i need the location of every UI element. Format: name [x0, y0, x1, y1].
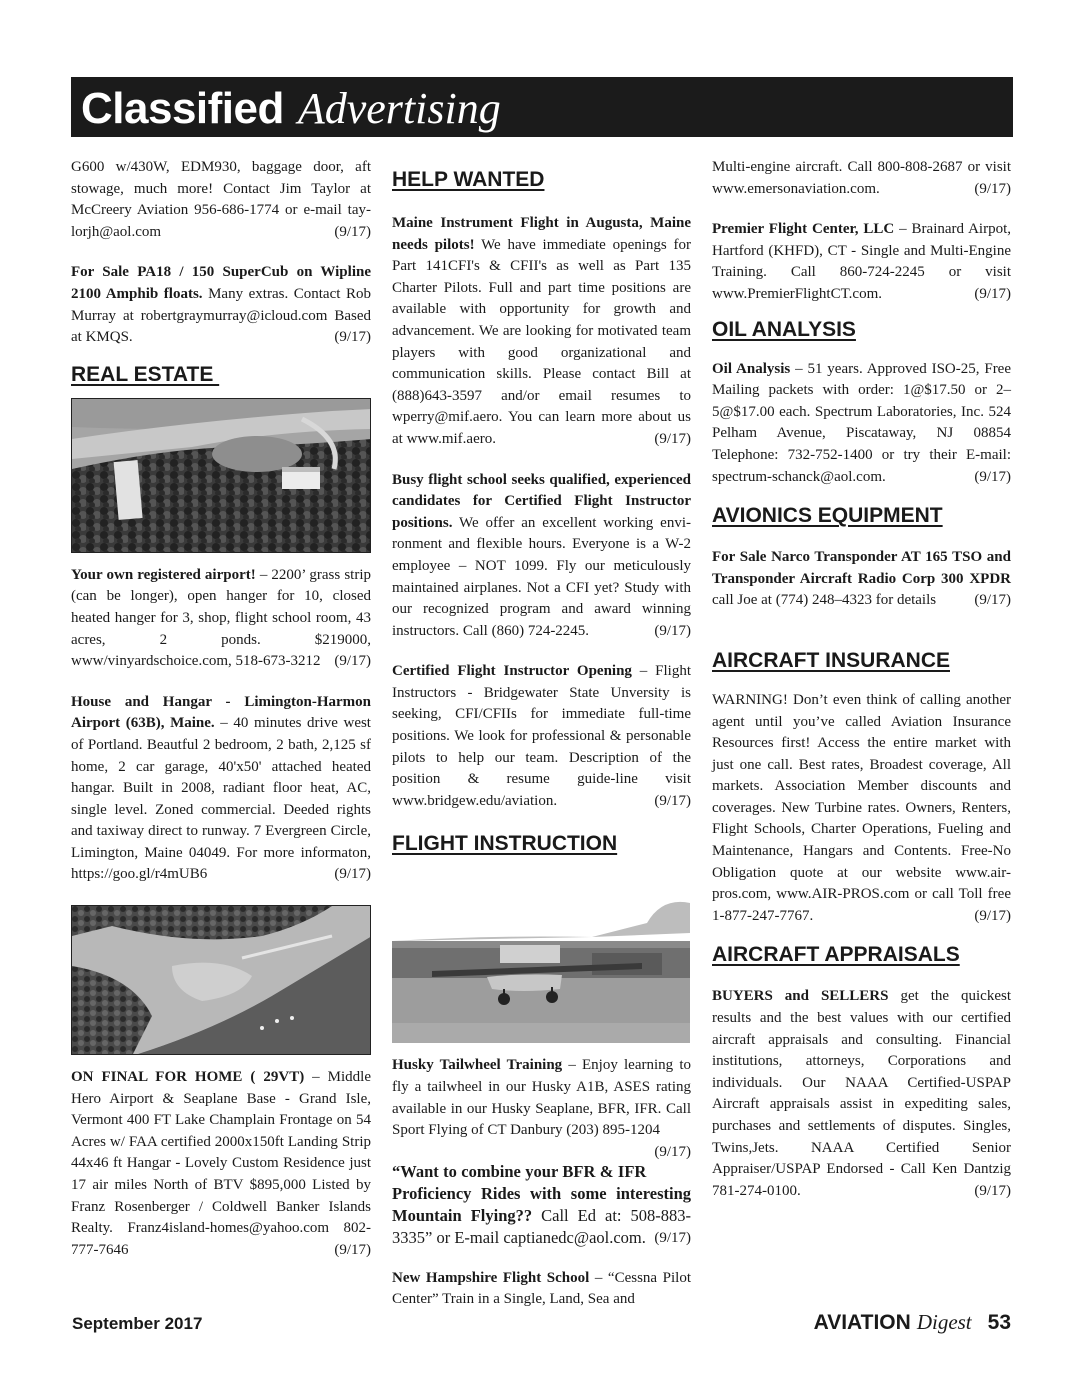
ad-maine-instrument	[392, 213, 691, 451]
ad-lead: New Hampshire Flight School	[392, 1269, 590, 1286]
ad-on-final	[71, 1067, 371, 1261]
page-number: 53	[987, 1311, 1011, 1334]
ad-date: (9/17)	[974, 180, 1011, 197]
ad-text: G600 w/430W, EDM930, baggage door, aft stowage, much more! Contact Jim Taylor at McCreery Aviation 956-686-1774 or e-mail tay-lorjh@aol.com	[71, 159, 371, 240]
ad-text: – Middle Hero Airport & Seaplane Base - Grand Isle, Vermont 400 FT Lake Champlain Frontage on 54 Acres w/ FAA certified 2000x150ft Landing Strip 44x46 ft Hangar - Lovely Custom Residence just 17 air miles North of BTV $895,000 Listed by Franz Rosenberger / Coldwell Banker Islands Realty. Franz4island-homes@yahoo.com 802-777-7646	[71, 1069, 371, 1258]
footer-issue-date: September 2017	[72, 1314, 203, 1333]
ad-aircraft-insurance	[712, 690, 1011, 928]
ad-text: – Enjoy learning to fly a tailwheel in our Husky A1B, ASES rating available in our Husky Seaplane, BFR, IFR. Call Sport Flying of CT Danbury (203) 895-1204	[392, 1057, 691, 1139]
banner-title: Classified	[81, 84, 284, 133]
ad-date: (9/17)	[974, 1182, 1011, 1199]
husky-airplane-photo	[392, 893, 690, 1043]
ad-text: – 51 years. Approved ISO-25, Free Mailing packets with order: 1@$17.50 or 2–5@$17.00 each. Spectrum Laboratories, Inc. 524 Pelham Avenue, Piscataway, NJ 08854 Telephone: 732-752-1400 or try their E-mail: spectrum-schanck@aol.com.	[712, 360, 1011, 485]
ad-mountain-flying	[392, 1161, 691, 1249]
ad-date: (9/17)	[334, 1241, 371, 1258]
ad-text: get the quickest results and the best values with our certified aircraft appraisals and consulting. Financial institutions, attorneys, Corporations and individuals. Our NAAA Certified-USPAP Aircraft appraisals assist in expediting sales, purchases and settlements of disputes. Singles, Twins,Jets. NAAA Certified Senior Appraiser/USPAP Endorsed - Call Ken Dantzig 781-274-0100.	[712, 988, 1011, 1199]
footer-brand-digest: Digest	[916, 1310, 972, 1334]
ad-house-hangar	[71, 692, 371, 886]
heading-aircraft-insurance: AIRCRAFT INSURANCE	[712, 648, 950, 672]
ad-cfi-opening	[392, 661, 691, 812]
ad-lead: Certified Flight Instructor Opening	[392, 663, 632, 680]
heading-help-wanted: HELP WANTED	[392, 168, 545, 191]
ad-aircraft-appraisals	[712, 986, 1011, 1202]
ad-text: Call Ed at: 508-883-3335” or E-mail captianedc@aol.com.	[392, 1205, 691, 1247]
ad-lead: Your own registered airport!	[71, 566, 256, 583]
ad-date: (9/17)	[654, 792, 691, 809]
ad-registered-airport	[71, 565, 371, 673]
ad-date: (9/17)	[654, 1143, 691, 1160]
ad-text: – Flight Instructors - Bridgewater State Unversity is seeking, CFI/CFIIs for immediate full-time positions. We look for professional & personable pilots to help our team. Description of the position & resume guide-line visit www.bridgew.edu/aviation.	[392, 663, 691, 809]
ad-lead: Premier Flight Center, LLC	[712, 221, 895, 238]
ad-date: (9/17)	[654, 1229, 691, 1246]
ad-text: Multi-engine aircraft. Call 800-808-2687 or visit www.emersonaviation.com.	[712, 159, 1011, 197]
ad-lead: Husky Tailwheel Training	[392, 1057, 563, 1074]
ad-lead: For Sale PA18 / 150 SuperCub on Wipline 2100 Amphib floats.	[71, 264, 371, 302]
ad-date: (9/17)	[334, 223, 371, 240]
ad-date: (9/17)	[974, 907, 1011, 924]
heading-flight-instruction: FLIGHT INSTRUCTION	[392, 832, 618, 856]
column-2	[392, 157, 691, 1330]
ad-new-hampshire	[392, 1268, 691, 1311]
footer-brand	[814, 1310, 1011, 1335]
ad-text: We offer an excellent working envi-ronment and flexible hours. Everyone is a W-2 employee – NOT 1099. Fly our meticulously maintained airplanes. Not a CFI yet? Study with our recognized program and award winning instructors. Call (860) 724-2245.	[392, 514, 691, 639]
airport-aerial-photo	[71, 398, 371, 553]
ad-text: Many extras. Contact Rob Murray at robertgraymurray@icloud.com Based at KMQS.	[71, 285, 371, 346]
ad-text: – Brainard Airpot, Hartford (KHFD), CT - Single and Multi-Engine Training. Call 860-724-2245 or visit www.PremierFlightCT.com.	[712, 221, 1011, 302]
ad-oil-analysis	[712, 359, 1011, 489]
ad-lead: Oil Analysis	[712, 360, 791, 377]
lakefront-aerial-photo	[71, 905, 371, 1055]
section-banner	[71, 77, 1013, 137]
ad-narco-transponder	[712, 547, 1011, 612]
heading-oil-analysis: OIL ANALYSIS	[712, 317, 856, 341]
ad-date: (9/17)	[974, 285, 1011, 302]
ad-husky-tailwheel	[392, 1055, 691, 1160]
ad-text: call Joe at (774) 248–4323 for details	[712, 592, 937, 609]
ad-text: – “Cessna Pilot Center” Train in a Single, Land, Sea and	[392, 1269, 691, 1308]
ad-busy-flight-school	[392, 470, 691, 643]
ad-date: (9/17)	[974, 468, 1011, 485]
ad-date: (9/17)	[654, 430, 691, 447]
ad-date: (9/17)	[334, 653, 371, 670]
ad-lead: ON FINAL FOR HOME ( 29VT)	[71, 1069, 305, 1086]
heading-avionics-equipment: AVIONICS EQUIPMENT	[712, 504, 943, 528]
ad-g600	[71, 157, 371, 243]
ad-date: (9/17)	[654, 622, 691, 639]
ad-lead: BUYERS and SELLERS	[712, 988, 889, 1005]
ad-date: (9/17)	[974, 592, 1011, 609]
footer-brand-aviation: AVIATION	[813, 1311, 911, 1334]
heading-aircraft-appraisals: AIRCRAFT APPRAISALS	[712, 943, 960, 967]
ad-lead: Maine Instrument Flight in Augusta, Maine needs pilots!	[392, 215, 691, 253]
banner-subtitle: Advertising	[297, 84, 501, 133]
ad-supercub	[71, 262, 371, 348]
column-1	[71, 157, 371, 1280]
ad-premier-flight	[712, 219, 1011, 305]
column-3	[712, 157, 1011, 1221]
ad-text: – 40 minutes drive west of Portland. Beautful 2 bedroom, 2 bath, 2,125 sf home, 2 car garage, 40'x50' attached heated hangar. Built in 2008, radiant floor heat, AC, single level. Zoned commercial. Deeded rights and taxiway direct to runway. 7 Evergreen Circle, Limington, Maine 04049. For more informaton, https://goo.gl/r4mUB6	[71, 715, 371, 883]
ad-new-hampshire-continued	[712, 157, 1011, 200]
ad-date: (9/17)	[334, 866, 371, 883]
ad-lead: Busy flight school seeks qualified, experienced candidates for Certified Flight Instructor positions.	[392, 471, 691, 531]
ad-text: – 2200’ grass strip (can be longer), open hanger for 10, closed heated hanger for 3, shop, flight school room, 43 acres, 2 ponds. $219000, www/vinyardschoice.com, 518-673-3212	[71, 566, 371, 670]
ad-date: (9/17)	[334, 329, 371, 346]
ad-text: We have immediate openings for Part 141CFI's & CFII's as well as Part 135 Charter Pilots. Full and part time positions are available with opportunity for growth and advancement. We are looking for motivated team players with good organizational and communication skills. Please contact Bill at (888)643-3597 and/or email resumes to wperry@mif.aero. You can learn more about us at www.mif.aero.	[392, 236, 692, 447]
ad-lead: House and Hangar - Limington-Harmon Airport (63B), Maine.	[71, 693, 371, 732]
heading-real-estate: REAL ESTATE	[71, 362, 220, 386]
ad-lead: “Want to combine your BFR & IFR Proficiency Rides with some interesting Mountain Flying??	[392, 1161, 691, 1225]
ad-text: WARNING! Don’t even think of calling another agent until you’ve called Aviation Insurance Resources first! Access the entire market with just one call. Best rates, Broadest coverage, All markets. Association Member discounts and coverages. New Turbine rates. Owners, Renters, Flight Schools, Charter Operations, Fueling and Maintenance, Hangars and Contents. Free-No Obligation quote at our website www.air-pros.com, www.AIR-PROS.com or call Toll free 1-877-247-7767.	[712, 691, 1011, 924]
ad-lead: For Sale Narco Transponder AT 165 TSO and Transponder Aircraft Radio Corp 300 XPDR	[712, 549, 1011, 587]
